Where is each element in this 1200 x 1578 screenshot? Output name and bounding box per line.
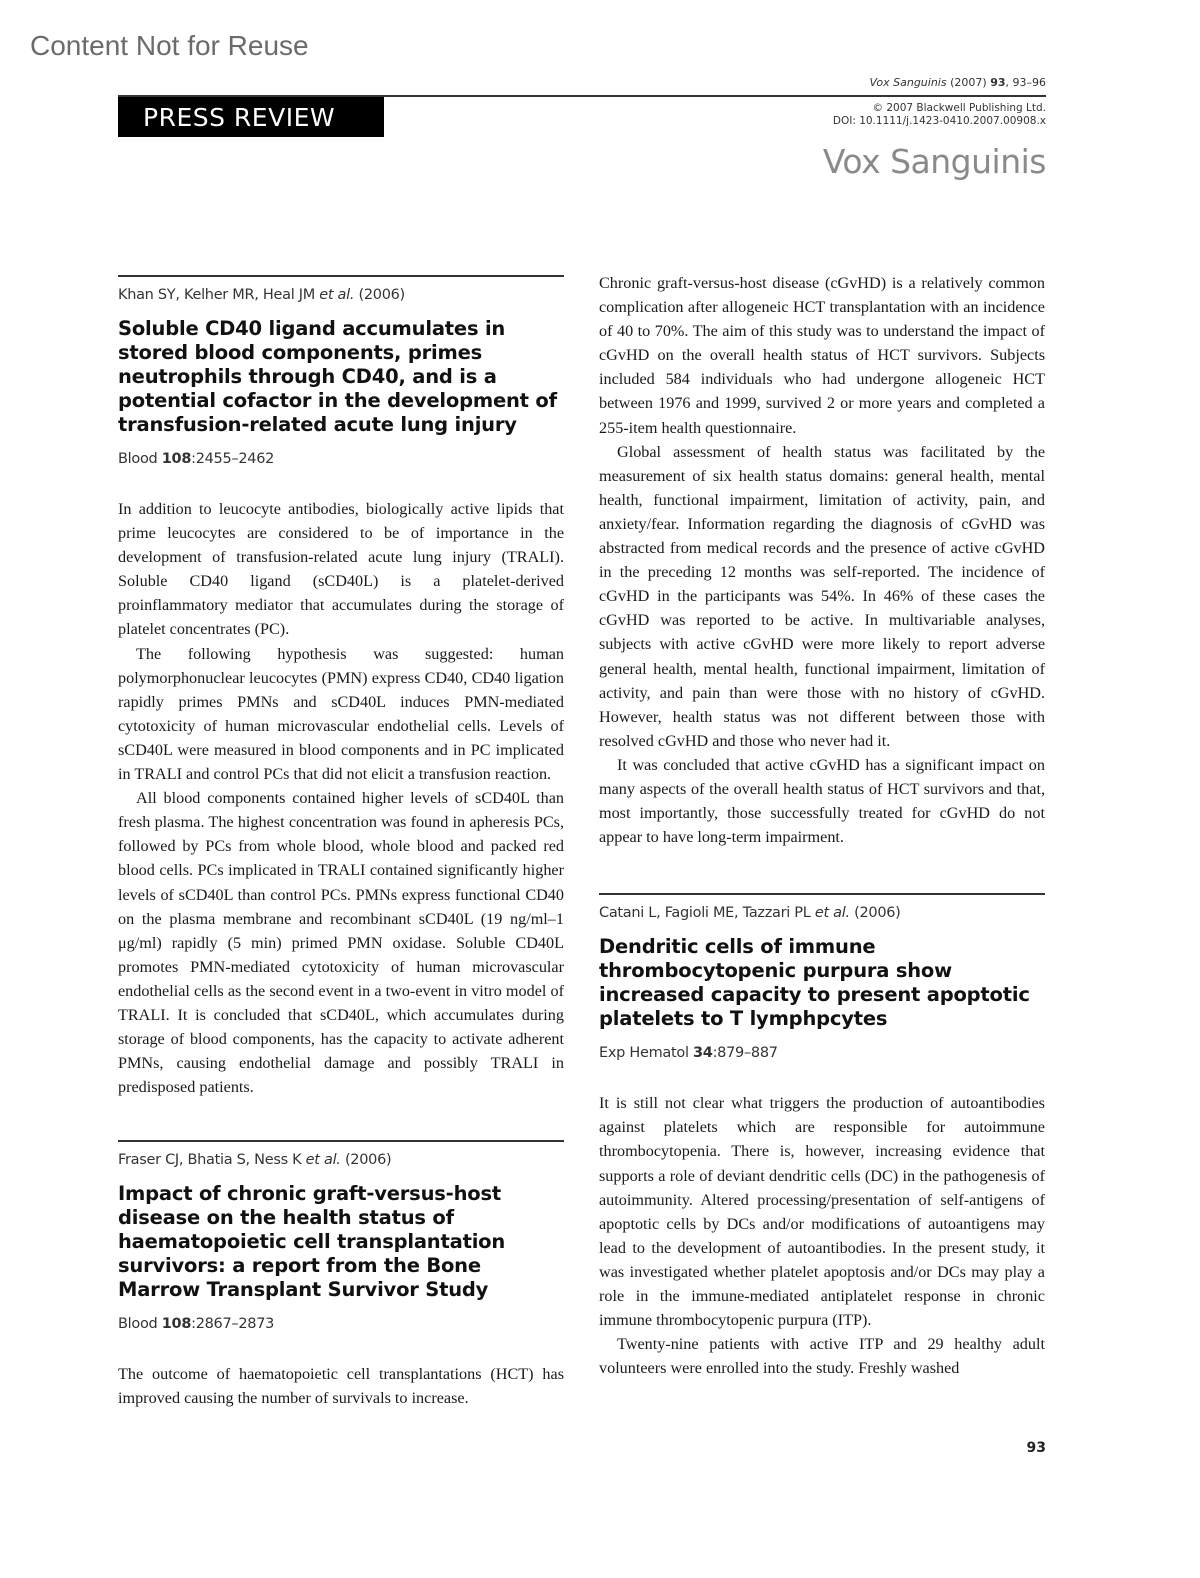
article-rule: [118, 1140, 564, 1142]
article-entry: [599, 893, 1045, 1380]
journal-brand: Vox Sanguinis: [822, 142, 1046, 181]
article-abstract: [118, 497, 564, 1099]
article-title: Dendritic cells of immune thrombocytopenic purpura show increased capacity to present apoptotic platelets to T lymphpcytes: [599, 935, 1030, 1031]
journal-volume: 93: [990, 76, 1006, 89]
article-year: (2006): [358, 287, 405, 303]
abstract-paragraph: It was concluded that active cGvHD has a significant impact on many aspects of the overall health status of HCT survivors and that, most importantly, those successfully treated for cGvHD do not appear to have long-term impairment.: [599, 755, 1045, 847]
section-label: PRESS REVIEW: [118, 97, 384, 137]
right-column: [599, 271, 1045, 1380]
article-source: [118, 451, 564, 467]
doi: DOI: 10.1111/j.1423-0410.2007.00908.x: [832, 115, 1046, 127]
article-source: [118, 1316, 564, 1332]
article-title: Impact of chronic graft-versus-host disease on the health status of haematopoietic cell transplantation survivors: a report from the Bone Marrow Transplant Survivor Study: [118, 1182, 506, 1302]
abstract-paragraph: The following hypothesis was suggested: human polymorphonuclear leucocytes (PMN) express CD40, CD40 ligation rapidly primes PMNs and sCD40L induces PMN-mediated cytotoxicity of human microvascular endothelial cells. Levels of sCD40L were measured in blood components and in PC implicated in TRALI and control PCs that did not elicit a transfusion reaction.: [118, 644, 564, 784]
abstract-paragraph: Twenty-nine patients with active ITP and 29 healthy adult volunteers were enrolled into the study. Freshly washed: [599, 1335, 1045, 1378]
article-entry: [118, 275, 564, 1099]
article-year: (2006): [344, 1152, 392, 1169]
publication-info: [833, 102, 1046, 128]
abstract-paragraph: Global assessment of health status was facilitated by the measurement of six health status domains: general health, mental health, functional impairment, limitation of activity, pain, and anxiety/fear. Information regarding the diagnosis of cGvHD was abstracted from medical records and the presence of active cGvHD in the preceding 12 months was self-reported. The incidence of cGvHD in the participants was 54%. In 46% of these cases the cGvHD was reported to be active. In multivariable analyses, subjects with active cGvHD were more likely to report adverse general health, mental health, functional impairment, limitation of activity, and pain than were those with no history of cGvHD. However, health status was not different between those with resolved cGvHD and those who never had it.: [599, 442, 1045, 750]
article-year: (2006): [854, 905, 901, 922]
article-abstract-continued: [599, 271, 1045, 849]
authors-text: Fraser CJ, Bhatia S, Ness K: [118, 1152, 302, 1169]
et-al: et al.: [814, 905, 850, 922]
abstract-paragraph: In addition to leucocyte antibodies, biologically active lipids that prime leucocytes are considered to be of importance in the development of transfusion-related acute lung injury (TRALI). Soluble CD40 ligand (sCD40L) is a platelet-derived proinflammatory mediator that accumulates during the storage of platelet concentrates (PC).: [118, 500, 564, 639]
left-column: [118, 275, 564, 1411]
article-rule: [118, 275, 564, 277]
source-journal: Exp Hematol: [599, 1045, 689, 1062]
abstract-paragraph: Chronic graft-versus-host disease (cGvHD) is a relatively common complication after allogeneic HCT transplantation with an incidence of 40 to 70%. The aim of this study was to understand the impact of cGvHD on the overall health status of HCT survivors. Subjects included 584 individuals who had undergone allogeneic HCT between 1976 and 1999, survived 2 or more years and completed a 255-item health questionnaire.: [599, 274, 1045, 437]
abstract-paragraph: All blood components contained higher levels of sCD40L than fresh plasma. The highest concentration was found in apheresis PCs, followed by PCs from whole blood, whole blood and packed red blood cells. PCs implicated in TRALI contained significantly higher levels of sCD40L than control PCs. PMNs express functional CD40 on the plasma membrane and recombinant sCD40L (19 ng/ml–1 μg/ml) rapidly (5 min) primed PMN oxidase. Soluble CD40L promotes PMN-mediated cytotoxicity of human microvascular endothelial cells as the second event in a two-event in vitro model of TRALI. It is concluded that sCD40L, which accumulates during storage of blood components, has the capacity to activate adherent PMNs, causing endothelial damage and possibly TRALI in predisposed patients.: [118, 789, 564, 1097]
et-al: et al.: [319, 287, 355, 303]
copyright: © 2007 Blackwell Publishing Ltd.: [872, 102, 1046, 114]
source-pages: :879–887: [712, 1045, 778, 1062]
source-journal: Blood: [118, 1316, 158, 1333]
source-journal: Blood: [118, 451, 158, 467]
article-abstract: [118, 1362, 564, 1410]
article-entry: [118, 1140, 564, 1410]
abstract-paragraph: It is still not clear what triggers the production of autoantibodies against platelets which are responsible for autoimmune thrombocytopenia. There is, however, increasing evidence that supports a role of deviant dendritic cells (DC) in the pathogenesis of autoimmunity. Altered processing/presentation of self-antigens of apoptotic cells by DCs and/or modifications of autoantigens may lead to the development of autoantibodies. In the present study, it was investigated whether platelet apoptosis and/or DCs may play a role in the immune-mediated antiplatelet response in chronic immune thrombocytopenic purpura (ITP).: [599, 1094, 1045, 1330]
journal-citation: [870, 76, 1046, 89]
page-number: 93: [1026, 1440, 1046, 1456]
watermark: Content Not for Reuse: [30, 30, 309, 61]
abstract-paragraph: The outcome of haematopoietic cell transplantations (HCT) has improved causing the number of survivals to increase.: [118, 1365, 564, 1408]
authors-text: Khan SY, Kelher MR, Heal JM: [118, 287, 315, 303]
source-volume: 108: [161, 1316, 192, 1333]
source-volume: 108: [161, 451, 192, 467]
article-title: Soluble CD40 ligand accumulates in stored blood components, primes neutrophils through CD40, and is a potential cofactor in the development of transfusion-related acute lung injury: [118, 317, 557, 436]
article-abstract: [599, 1091, 1045, 1380]
article-authors: [118, 287, 564, 303]
source-volume: 34: [693, 1045, 713, 1062]
source-pages: :2867–2873: [191, 1316, 275, 1333]
journal-pages: , 93–96: [1005, 76, 1046, 89]
et-al: et al.: [305, 1152, 341, 1169]
article-source: [599, 1045, 1045, 1061]
article-authors: [118, 1152, 564, 1168]
journal-name: Vox Sanguinis: [869, 76, 947, 89]
article-rule: [599, 893, 1045, 895]
article-authors: [599, 905, 1045, 921]
source-pages: :2455–2462: [191, 451, 275, 467]
journal-year: (2007): [950, 76, 987, 89]
authors-text: Catani L, Fagioli ME, Tazzari PL: [599, 905, 811, 922]
